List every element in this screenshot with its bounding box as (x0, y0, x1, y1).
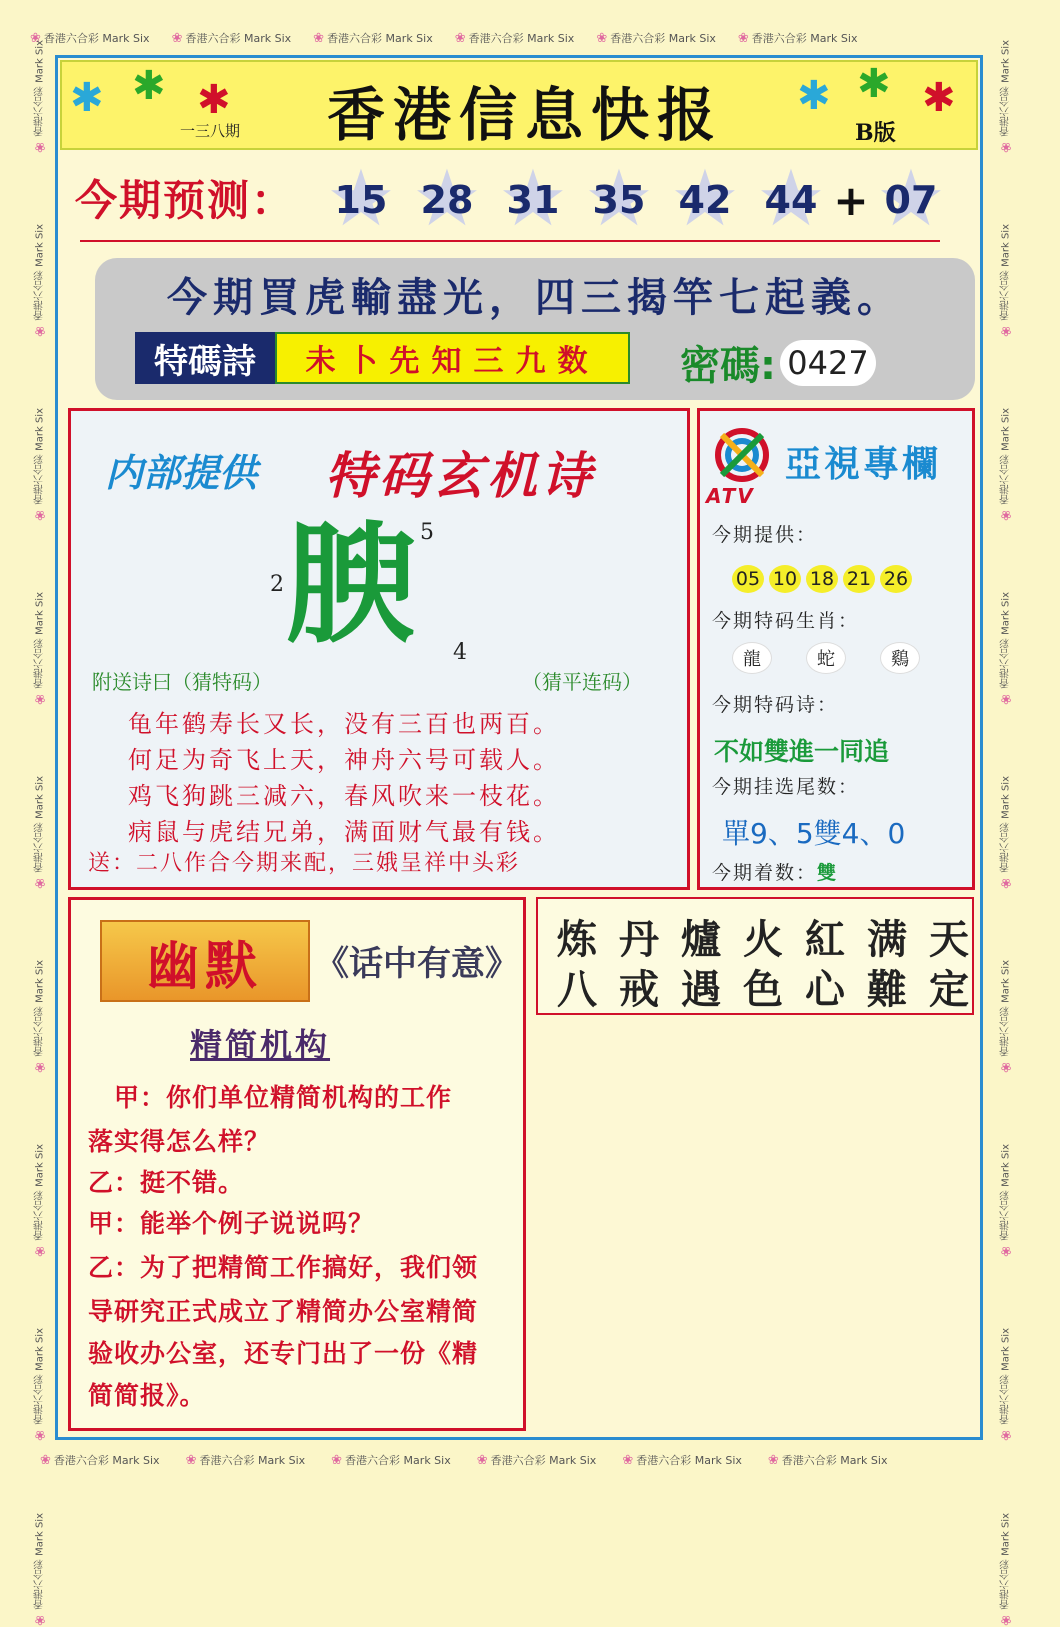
couplet-char: 火 (743, 916, 783, 963)
prediction-number: ★ 42 (662, 172, 748, 228)
riddle-number-left: 2 (270, 572, 284, 597)
watermark-label (996, 776, 1016, 890)
watermark-label (996, 1144, 1016, 1258)
prediction-number: ★ 44 (748, 172, 834, 228)
watermark-text: 香港六合彩 Mark Six (34, 776, 46, 873)
flower-icon: ❀ (32, 1611, 48, 1627)
watermark-text: 香港六合彩 Mark Six (1000, 224, 1012, 321)
flower-icon: ❀ (998, 1243, 1014, 1259)
watermark-text: 香港六合彩 Mark Six (185, 32, 292, 45)
humor-subtitle: 《话中有意》 (315, 944, 519, 984)
humor-line: 甲：能举个例子说说吗？ (88, 1209, 375, 1238)
watermark-label (996, 592, 1016, 706)
plus-sign: + (833, 175, 869, 225)
couplet-char: 爐 (681, 916, 721, 963)
watermark-label (996, 960, 1016, 1074)
watermark-text: 香港六合彩 Mark Six (53, 1454, 160, 1467)
flower-icon: ❀ (171, 30, 183, 46)
number-ball: 10 (769, 565, 801, 593)
flower-icon: ❀ (998, 139, 1014, 155)
riddle-number-top: 5 (420, 520, 434, 545)
couplet-char: 满 (867, 916, 907, 963)
zodiac-badge: 龍 (732, 642, 772, 674)
flower-icon: ❀ (998, 507, 1014, 523)
watermark-text: 香港六合彩 Mark Six (34, 224, 46, 321)
special-poem-text: 未卜先知三九数 (275, 332, 630, 384)
couplet-char: 定 (929, 966, 969, 1013)
atv-poem: 不如雙進一同追 (714, 737, 890, 766)
special-number: ★ 07 (868, 172, 954, 228)
edition-label: B版 (855, 120, 896, 146)
atv-provide-label: 今期提供： (712, 524, 818, 546)
flower-icon: ❀ (32, 323, 48, 339)
flower-icon: ❀ (32, 1243, 48, 1259)
prediction-number: ★ 31 (490, 172, 576, 228)
humor-title: 精简机构 (190, 1026, 331, 1064)
flower-icon: ❀ (622, 1452, 634, 1468)
flower-icon: ❀ (737, 30, 749, 46)
watermark-text: 香港六合彩 Mark Six (43, 32, 150, 45)
watermark-text: 香港六合彩 Mark Six (34, 40, 46, 137)
watermark-label (30, 40, 50, 154)
watermark-text: 香港六合彩 Mark Six (345, 1454, 451, 1467)
flower-icon: ❀ (998, 1059, 1014, 1075)
watermark-label (738, 28, 858, 48)
watermark-text: 香港六合彩 Mark Six (1000, 776, 1012, 873)
watermark-strip-right (996, 40, 1016, 1627)
watermark-text: 香港六合彩 Mark Six (490, 1454, 597, 1467)
gift-label-right: （猜平连码） (522, 670, 642, 694)
poem-panel-title: 特码玄机诗 (325, 447, 595, 505)
poem-verse: 龟年鹤寿长又长，没有三百也两百。 (128, 710, 560, 738)
flower-icon: ❀ (40, 1452, 51, 1468)
number-ball: 26 (880, 565, 912, 593)
watermark-label (30, 592, 50, 706)
watermark-text: 香港六合彩 Mark Six (34, 1328, 46, 1425)
special-poem-label: 特碼詩 (135, 332, 275, 384)
watermark-text: 香港六合彩 Mark Six (1000, 1512, 1012, 1609)
watermark-label (596, 28, 716, 48)
couplet-char: 色 (743, 966, 783, 1013)
atv-tails-label: 今期挂选尾数： (712, 776, 860, 798)
watermark-label (40, 1450, 160, 1470)
flower-icon: ❀ (596, 30, 608, 46)
watermark-text: 香港六合彩 Mark Six (34, 408, 46, 505)
atv-ball-row (732, 565, 912, 593)
flower-icon: ❀ (32, 1059, 48, 1075)
atv-tails: 單9、5雙4、0 (722, 817, 906, 850)
flower-icon: ❀ (767, 1452, 779, 1468)
watermark-label (477, 1450, 597, 1470)
atv-logo-text: ATV (706, 484, 755, 508)
humor-badge: 幽默 (100, 920, 310, 1002)
watermark-text: 香港六合彩 Mark Six (468, 32, 575, 45)
flower-icon: ❀ (32, 691, 48, 707)
humor-line: 甲：你们单位精简机构的工作 (88, 1083, 453, 1112)
zodiac-badge: 蛇 (806, 642, 846, 674)
watermark-label (996, 1328, 1016, 1442)
watermark-label (996, 408, 1016, 522)
watermark-label (313, 28, 433, 48)
watermark-text: 香港六合彩 Mark Six (199, 1454, 306, 1467)
watermark-text: 香港六合彩 Mark Six (636, 1454, 742, 1467)
watermark-text: 香港六合彩 Mark Six (751, 32, 858, 45)
humor-line: 简简报》。 (88, 1381, 206, 1410)
watermark-text: 香港六合彩 Mark Six (1000, 40, 1012, 137)
couplet-line-2 (555, 958, 971, 1015)
humor-line: 落实得怎么样？ (88, 1127, 271, 1156)
watermark-text: 香港六合彩 Mark Six (34, 592, 46, 689)
slogan-text: 今期買虎輸盡光，四三揭竿七起義。 (167, 275, 903, 321)
watermark-text: 香港六合彩 Mark Six (781, 1454, 888, 1467)
asterisk-icon: ✱ (857, 61, 891, 107)
secret-code-value: 0427 (780, 340, 876, 386)
flower-icon: ❀ (998, 691, 1014, 707)
watermark-text: 香港六合彩 Mark Six (1000, 408, 1012, 505)
prediction-number: ★ 28 (404, 172, 490, 228)
humor-line: 导研究正式成立了精简办公室精简 (88, 1297, 479, 1326)
watermark-strip-left (30, 40, 50, 1627)
watermark-label (996, 40, 1016, 154)
poem-verse: 鸡飞狗跳三减六，春风吹来一枝花。 (128, 782, 560, 810)
couplet-char: 天 (929, 916, 969, 963)
flower-icon: ❀ (313, 30, 325, 46)
atv-count-value: 雙 (817, 862, 839, 884)
prediction-number: ★ 35 (576, 172, 662, 228)
humor-line: 乙：挺不错。 (88, 1168, 245, 1197)
watermark-label (30, 1513, 50, 1627)
watermark-text: 香港六合彩 Mark Six (34, 1144, 46, 1241)
flower-icon: ❀ (998, 323, 1014, 339)
watermark-label (622, 1450, 742, 1470)
watermark-strip-top (30, 28, 1030, 48)
asterisk-icon: ✱ (797, 73, 831, 119)
asterisk-icon: ✱ (70, 75, 104, 121)
watermark-label (331, 1450, 451, 1470)
watermark-label (172, 28, 292, 48)
couplet-char: 遇 (681, 966, 721, 1013)
number-ball: 18 (806, 565, 838, 593)
page-title: 香港信息快报 (326, 81, 723, 149)
watermark-strip-bottom (40, 1450, 1030, 1470)
prediction-number: ★ 15 (318, 172, 404, 228)
flower-icon: ❀ (32, 139, 48, 155)
watermark-text: 香港六合彩 Mark Six (610, 32, 716, 45)
watermark-label (30, 776, 50, 890)
watermark-label (186, 1450, 306, 1470)
watermark-label (30, 1144, 50, 1258)
watermark-label (30, 1328, 50, 1442)
flower-icon: ❀ (998, 1427, 1014, 1443)
number-ball: 21 (843, 565, 875, 593)
watermark-text: 香港六合彩 Mark Six (1000, 1328, 1012, 1425)
watermark-label (996, 1513, 1016, 1627)
poem-verse: 病鼠与虎结兄弟，满面财气最有钱。 (128, 818, 560, 846)
humor-line: 乙：为了把精简工作搞好，我们领 (88, 1253, 479, 1282)
divider (80, 240, 940, 242)
asterisk-icon: ✱ (132, 63, 166, 109)
couplet-char: 丹 (619, 916, 659, 963)
zodiac-badge: 鷄 (880, 642, 920, 674)
couplet-char: 八 (557, 966, 597, 1013)
couplet-char: 紅 (805, 916, 845, 963)
asterisk-icon: ✱ (197, 77, 231, 123)
atv-count-label: 今期着数： (712, 862, 818, 884)
atv-zodiac-label: 今期特码生肖： (712, 610, 860, 632)
flower-icon: ❀ (998, 875, 1014, 891)
watermark-text: 香港六合彩 Mark Six (1000, 1144, 1012, 1241)
atv-poem-label: 今期特码诗： (712, 694, 839, 716)
prediction-label: 今期预测： (75, 176, 296, 225)
flower-icon: ❀ (32, 875, 48, 891)
flower-icon: ❀ (185, 1452, 197, 1468)
watermark-label (30, 408, 50, 522)
watermark-label (455, 28, 575, 48)
send-line: 送：二八作合今期来配，三娥呈祥中头彩 (88, 851, 521, 876)
flower-icon: ❀ (998, 1611, 1014, 1627)
flower-icon: ❀ (32, 1427, 48, 1443)
issue-number: 一三八期 (180, 122, 241, 140)
atv-logo-icon (712, 425, 772, 485)
couplet-char: 難 (867, 966, 907, 1013)
humor-line: 验收办公室，还专门出了一份《精 (88, 1339, 479, 1368)
atv-zodiac-row (732, 642, 920, 674)
atv-title: 亞視專欄 (785, 444, 942, 485)
watermark-label (30, 960, 50, 1074)
number-ball: 05 (732, 565, 764, 593)
watermark-label (996, 224, 1016, 338)
atv-count (712, 858, 838, 885)
riddle-number-bottom: 4 (453, 640, 467, 665)
watermark-label (30, 224, 50, 338)
couplet-line-1 (555, 908, 971, 965)
flower-icon: ❀ (32, 507, 48, 523)
flower-icon: ❀ (331, 1452, 343, 1468)
gift-label-left: 附送诗曰（猜特码） (92, 670, 272, 694)
watermark-text: 香港六合彩 Mark Six (327, 32, 433, 45)
watermark-label (768, 1450, 888, 1470)
prediction-numbers (318, 172, 954, 228)
inner-label: 内部提供 (105, 451, 258, 495)
flower-icon: ❀ (476, 1452, 488, 1468)
flower-icon: ❀ (454, 30, 466, 46)
couplet-char: 戒 (619, 966, 659, 1013)
couplet-char: 炼 (557, 916, 597, 963)
couplet-char: 心 (805, 966, 845, 1013)
riddle-character: 腴 (285, 509, 416, 661)
watermark-text: 香港六合彩 Mark Six (34, 960, 46, 1057)
flower-icon: ❀ (30, 30, 41, 46)
watermark-text: 香港六合彩 Mark Six (34, 1512, 46, 1609)
watermark-text: 香港六合彩 Mark Six (1000, 592, 1012, 689)
secret-code-label: 密碼: (680, 343, 776, 389)
poem-verse: 何足为奇飞上天，神舟六号可载人。 (128, 746, 560, 774)
asterisk-icon: ✱ (922, 75, 956, 121)
watermark-text: 香港六合彩 Mark Six (1000, 960, 1012, 1057)
